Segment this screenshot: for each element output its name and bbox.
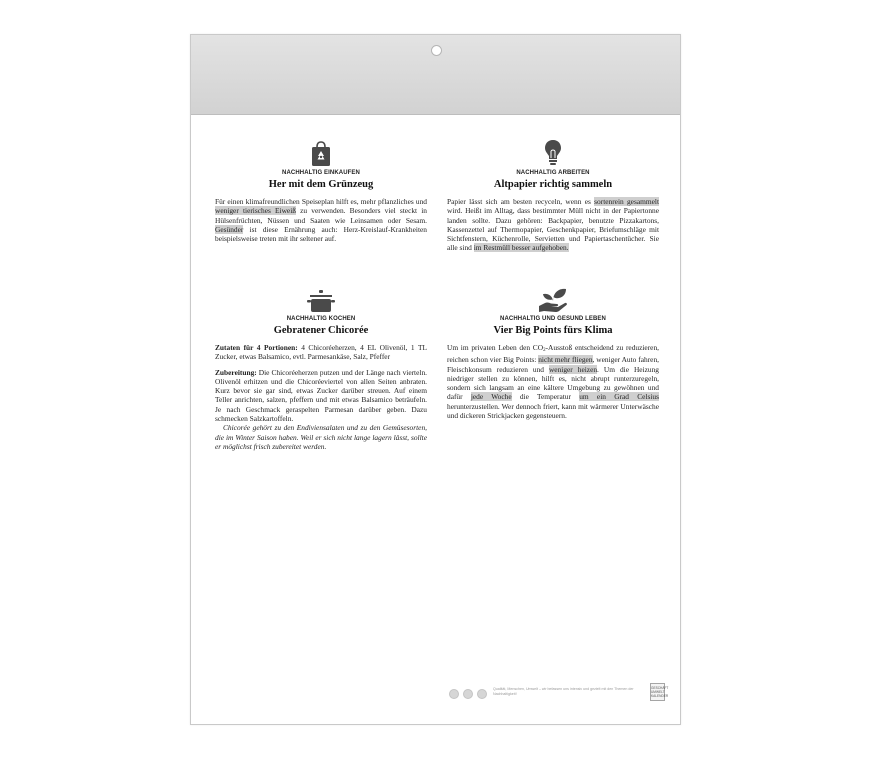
section-kochen (215, 283, 427, 451)
footer-badge-circle (477, 689, 487, 699)
text-run: 4 Chicoréeherzen, 4 EL Olivenöl, 1 TL Zucker, etwas Balsamico, evtl. Parmesankäse, Salz, Pfeffer (215, 343, 427, 362)
cooking-pot-icon (307, 289, 335, 313)
paragraph (447, 343, 659, 420)
hang-hole (431, 45, 442, 56)
text-run: Die Chicoréeherzen putzen und der Länge nach vierteln. Olivenöl erhitzen und die Chicoréeviertel von allen Seiten anbraten. Kurz bevor sie gar sind, etwas Zucker darüber streuen. Auf einem Teller anrichten, salzen, pfeffern und mit etwas Balsamico beträufeln. Je nach Geschmack geraspelten Parmesan darüber geben. Dazu schmecken Salzkartoffeln. (215, 367, 427, 424)
paragraph (215, 423, 427, 451)
section-category: NACHHALTIG ARBEITEN (516, 170, 590, 176)
section-arbeiten (447, 137, 659, 253)
light-bulb-icon (544, 139, 562, 167)
text-run: herunterzustellen. Wer dennoch friert, kann mit wärmerer Unterwäsche und dickeren Strickjacken gegensteuern. (447, 401, 659, 421)
paragraph (215, 343, 427, 362)
calendar-header-strip (191, 35, 680, 115)
section-title: Gebratener Chicorée (273, 325, 369, 336)
text-run: zu verwenden. Besonders viel steckt in Hülsenfrüchten, Nüssen und Saaten wie Leinsamen oder Sesam. (215, 206, 427, 225)
section-category: NACHHALTIG EINKAUFEN (282, 170, 360, 176)
hand-sprout-icon (538, 287, 568, 313)
highlighted-text: nicht mehr fliegen (538, 355, 593, 365)
paragraph (215, 197, 427, 243)
highlighted-text: sortenrein gesammelt (594, 197, 660, 206)
section-title: Her mit dem Grünzeug (268, 179, 374, 190)
text-run: -Ausstoß entscheidend zu reduzieren, reichen schon vier Big Points: (447, 343, 659, 365)
section-einkaufen (215, 137, 427, 243)
section-body (447, 343, 659, 420)
page-footer (449, 683, 669, 713)
footer-badge-circle (449, 689, 459, 699)
text-run: die Temperatur (511, 392, 580, 402)
footer-text: Qualität, Menschen, Umwelt – wir befassen uns intensiv und gezielt mit den Themen der Nachhaltigkeit! (493, 687, 634, 696)
text-run: . Um die Heizung niedriger stellen zu können, hilft es, nicht abrupt runterzuregeln, sondern sich langsam an eine kältere Umgebung zu gewöhnen und dafür (447, 364, 659, 402)
paragraph (215, 368, 427, 424)
text-run: Für einen klimafreundlichen Speiseplan hilft es, mehr pflanzliches und (215, 197, 427, 206)
text-run: wird. Heißt im Alltag, dass bestimmter Müll nicht in der Papiertonne landen sollte. Dazu gehören: Backpapier, benutzte Pizzakartons, Kassenzettel auf Thermopapier, Geschenkpapier, Briefumschläge mit Sichtfenstern, Küchenrolle, Servietten und Papiertaschentücher. Sie alle sind (447, 206, 659, 253)
section-title: Altpapier richtig sammeln (493, 179, 613, 190)
calendar-page (190, 34, 681, 725)
highlighted-text: weniger heizen (548, 364, 598, 374)
section-category: NACHHALTIG KOCHEN (286, 316, 356, 322)
section-leben (447, 283, 659, 420)
text-run: Papier lässt sich am besten recyceln, wenn es (447, 197, 595, 206)
section-category: NACHHALTIG UND GESUND LEBEN (500, 316, 606, 322)
text-run: Zubereitung: (215, 367, 257, 377)
highlighted-text: um ein Grad Celsius (579, 392, 659, 402)
footer-badge-circle (463, 689, 473, 699)
highlighted-text: Gesünder (215, 224, 244, 234)
footer-logo: GESCHÄFT UMWELT KALENDER (650, 683, 665, 701)
section-title: Vier Big Points fürs Klima (493, 325, 613, 336)
section-body (215, 197, 427, 243)
text-run: Um im privaten Leben den CO (447, 343, 544, 352)
highlighted-text: im Restmüll besser aufgehoben. (473, 243, 569, 253)
highlighted-text: jede Woche (470, 392, 512, 402)
paragraph (447, 197, 659, 253)
section-body (447, 197, 659, 253)
section-body (215, 343, 427, 451)
text-run: ist diese Ernährung auch: Herz-Kreislauf-Krankheiten beispielsweise treten mit ihr seltener auf. (215, 224, 427, 244)
text-run: Zutaten für 4 Portionen: (215, 343, 298, 352)
shopping-bag-recycle-icon (311, 141, 331, 167)
text-run: Chicorée gehört zu den Endiviensalaten und zu den Gemüsesorten, die im Winter Saison haben. Weil er sich nicht lange lagern lässt, sollte er möglichst frisch zubereitet werden. (215, 423, 427, 451)
highlighted-text: weniger tierisches Eiweiß (215, 206, 296, 216)
text-run: 2 (543, 348, 546, 353)
text-run: , weniger Auto fahren, Fleischkonsum reduzieren und (447, 355, 659, 374)
